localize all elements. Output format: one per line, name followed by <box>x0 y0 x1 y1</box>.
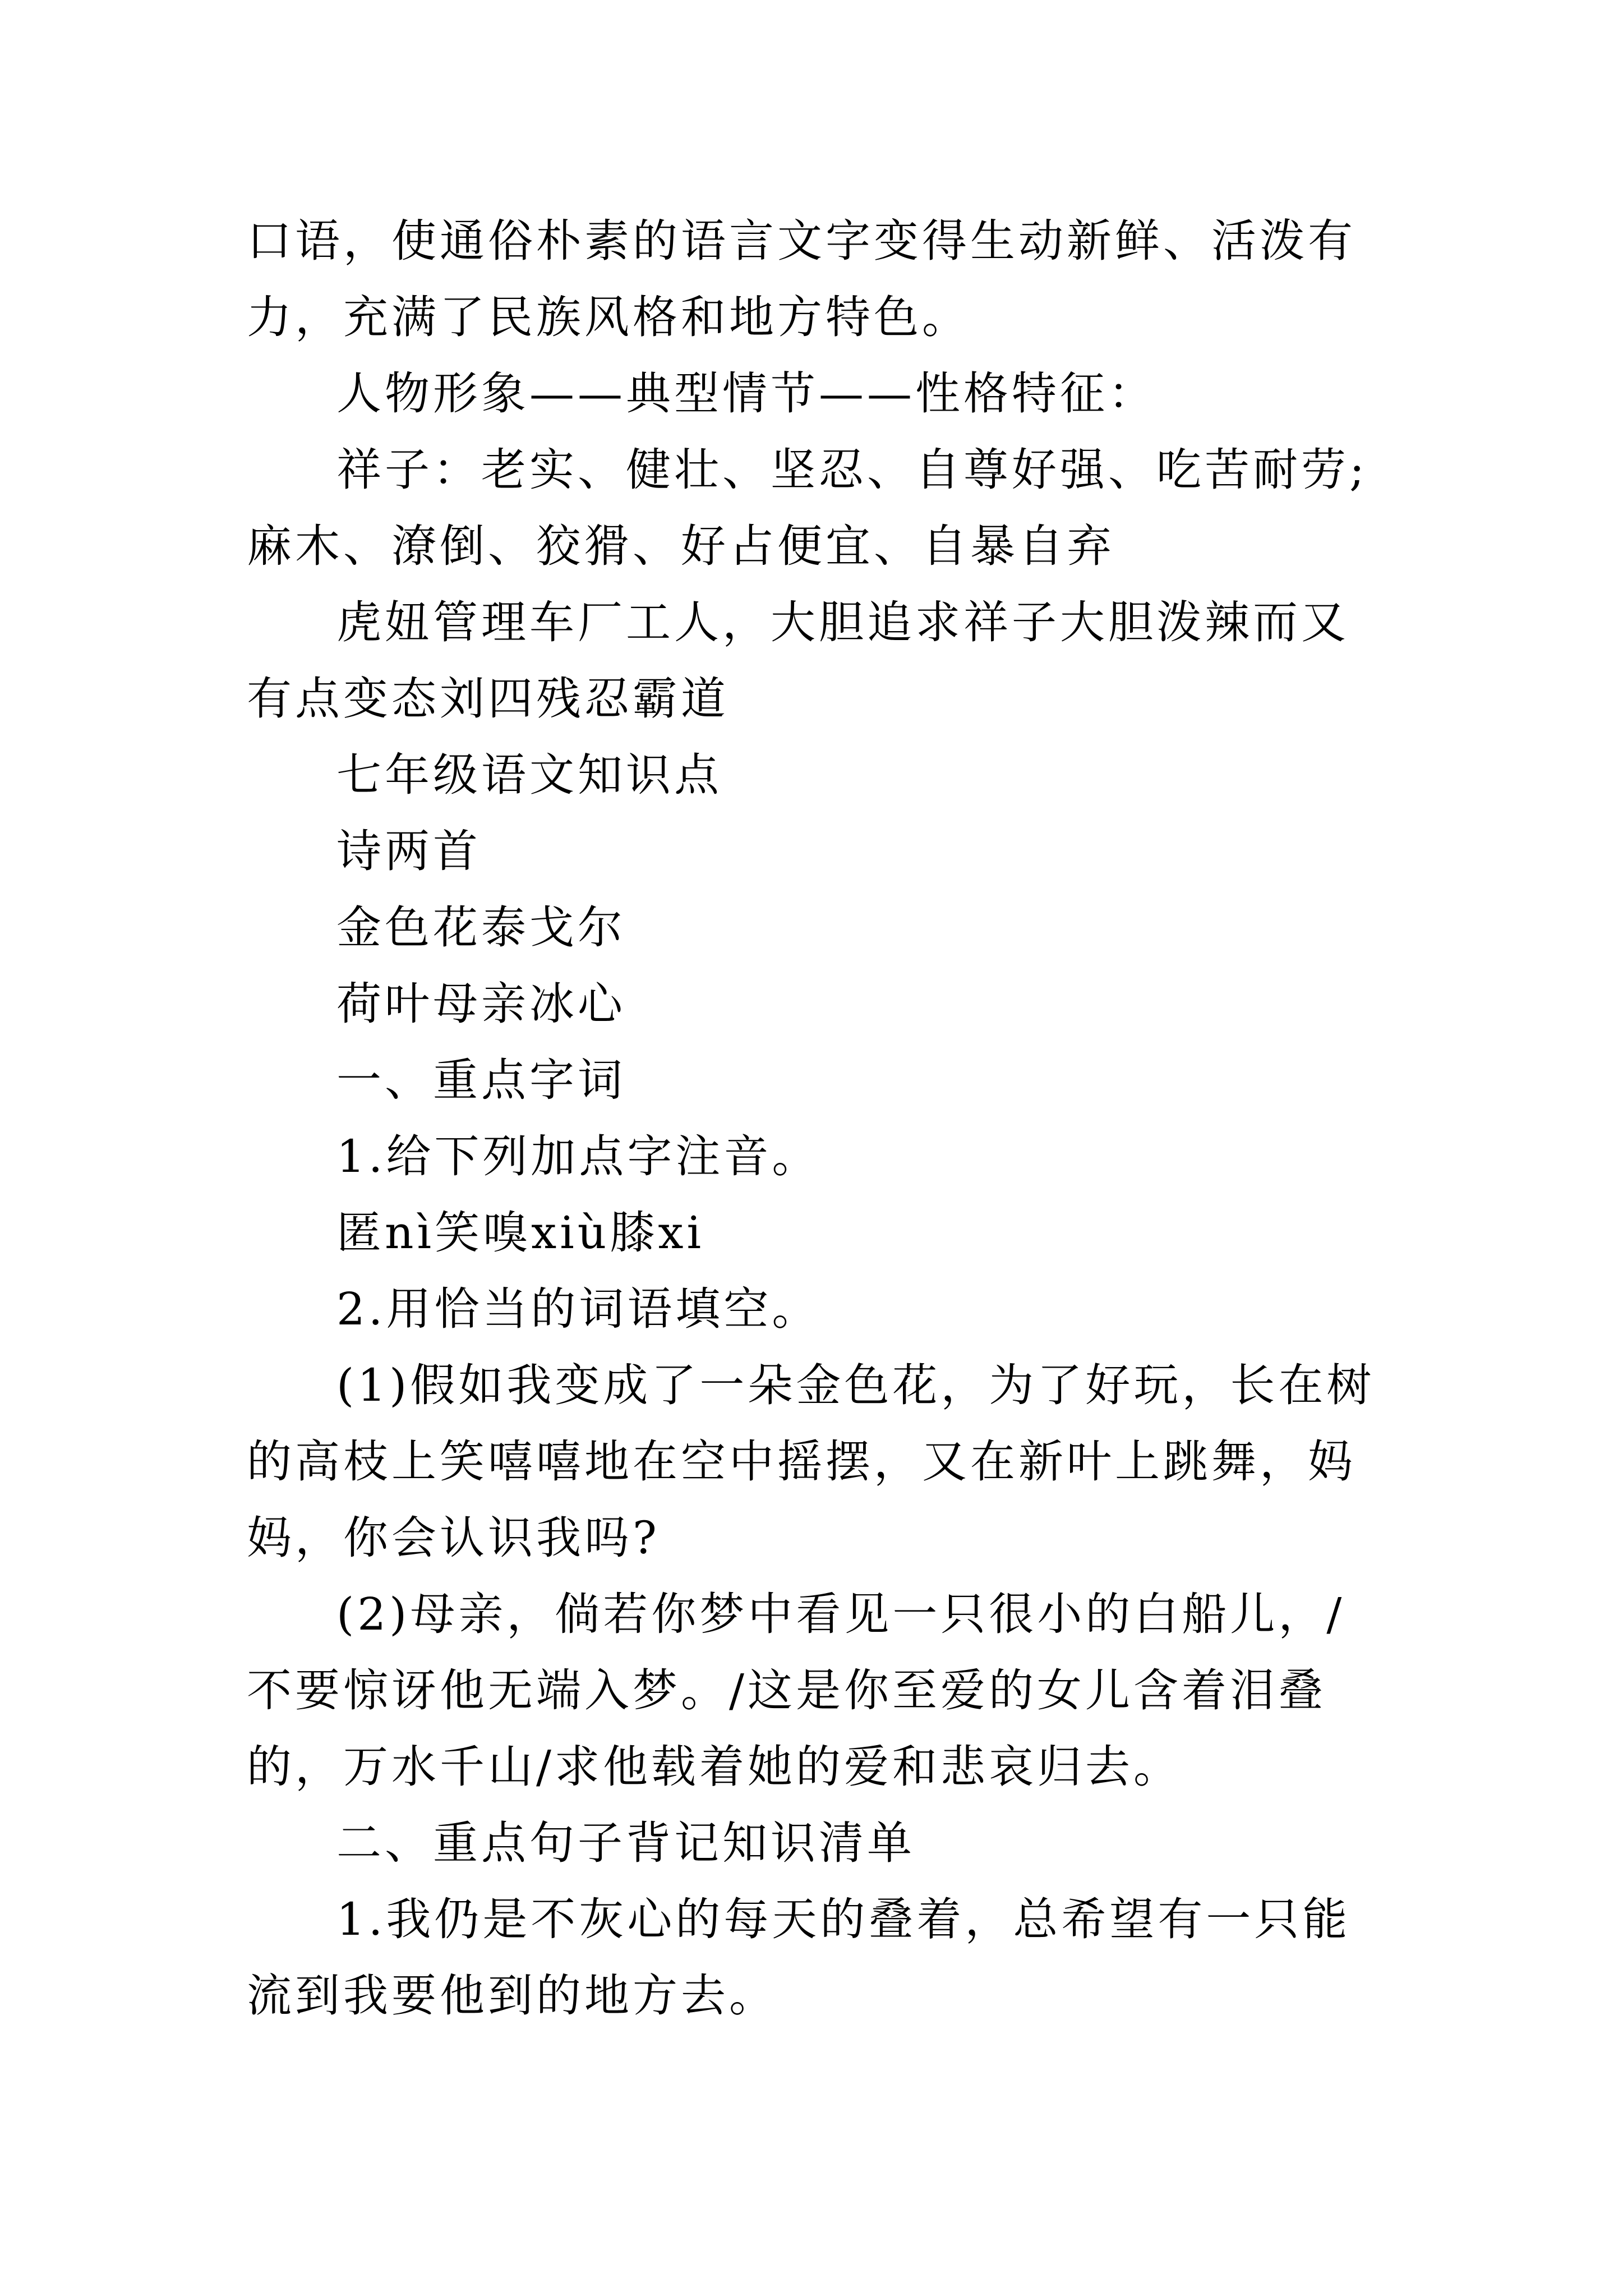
poem-title-2: 荷叶母亲冰心 <box>336 978 626 1030</box>
lesson-title: 诗两首 <box>336 825 481 877</box>
sentence-1: 1.我仍是不灰心的每天的叠着，总希望有一只能流到我要他到的地方去。 <box>247 1893 1351 2022</box>
paragraph-3: 祥子：老实、健壮、坚忍、自尊好强、吃苦耐劳;麻木、潦倒、狡猾、好占便宜、自暴自弃 <box>247 444 1368 572</box>
item-2: (2)母亲，倘若你梦中看见一只很小的白船儿，/不要惊讶他无端入梦。/这是你至爱的女儿含着泪叠的，万水千山/求他载着她的爱和悲哀归去。 <box>247 1588 1345 1793</box>
poem-title-1: 金色花泰戈尔 <box>336 901 626 954</box>
paragraph-1: 口语，使通俗朴素的语言文字变得生动新鲜、活泼有力，充满了民族风格和地方特色。 <box>247 215 1356 343</box>
paragraph-2: 人物形象——典型情节——性格特征： <box>336 367 1156 420</box>
section-heading: 七年级语文知识点 <box>336 749 722 801</box>
subheading-key-sentences: 二、重点句子背记知识清单 <box>336 1817 915 1869</box>
subheading-key-words: 一、重点字词 <box>336 1054 626 1106</box>
paragraph-4: 虎妞管理车厂工人，大胆追求祥子大胆泼辣而又有点变态刘四残忍霸道 <box>247 596 1349 725</box>
question-2: 2.用恰当的词语填空。 <box>336 1283 820 1335</box>
question-1: 1.给下列加点字注音。 <box>336 1130 820 1182</box>
document-body <box>247 203 1391 2034</box>
item-1: (1)假如我变成了一朵金色花，为了好玩，长在树的高枝上笑嘻嘻地在空中摇摆，又在新叶上跳舞，妈妈，你会认识我吗? <box>247 1359 1375 1564</box>
pinyin-line: 匿nì笑嗅xiù膝xi <box>336 1207 705 1259</box>
